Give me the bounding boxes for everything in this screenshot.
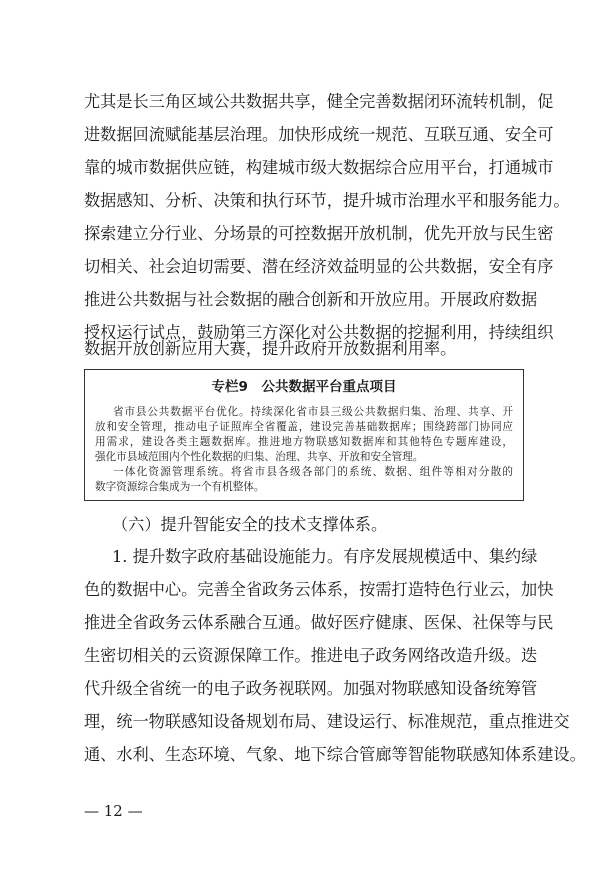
section-heading: （六）提升智能安全的技术支撑体系。: [112, 515, 388, 534]
page-number: — 12 —: [84, 802, 143, 820]
column-box-title: 专栏9 公共数据平台重点项目: [211, 379, 397, 395]
column-box-line: 用需求，建设各类主题数据库。推进地方物联感知数据库和其他特色专题库建设，: [95, 436, 513, 448]
column-box-line: 放和安全管理，推动电子证照库全省覆盖，建设完善基础数据库；围绕跨部门协同应: [95, 421, 513, 433]
column-box-line: 数字资源综合集成为一个有机整体。: [95, 481, 265, 493]
text-line: 推进全省政务云体系融合互通。做好医疗健康、医保、社保等与民: [84, 613, 554, 632]
column-box: [84, 369, 524, 501]
text-line: 色的数据中心。完善全省政务云体系，按需打造特色行业云，加快: [84, 580, 554, 599]
text-line: 授权运行试点，鼓励第三方深化对公共数据的挖掘利用，持续组织: [84, 323, 554, 342]
text-line: 进数据回流赋能基层治理。加快形成统一规范、互联互通、安全可: [84, 125, 554, 144]
text-line: 通、水利、生态环境、气象、地下综合管廊等智能物联感知体系建设。: [84, 745, 586, 764]
text-line: 1. 提升数字政府基础设施能力。有序发展规模适中、集约绿: [112, 547, 538, 566]
text-line: 理，统一物联感知设备规划布局、建设运行、标准规范，重点推进交: [84, 712, 570, 731]
column-box-line: 省市县公共数据平台优化。持续深化省市县三级公共数据归集、治理、共享、开: [113, 406, 513, 418]
text-line: 推进公共数据与社会数据的融合创新和开放应用。开展政府数据: [84, 290, 538, 309]
text-line: 切相关、社会迫切需要、潜在经济效益明显的公共数据，安全有序: [84, 257, 554, 276]
column-box-line: 强化市县域范围内个性化数据的归集、治理、共享、开放和安全管理。: [95, 451, 424, 463]
text-line: 探索建立分行业、分场景的可控数据开放机制，优先开放与民生密: [84, 224, 554, 243]
column-box-line: 一体化资源管理系统。将省市县各级各部门的系统、数据、组件等相对分散的: [113, 466, 513, 478]
text-line: 尤其是长三角区域公共数据共享，健全完善数据闭环流转机制，促: [84, 92, 554, 111]
text-line: 数据开放创新应用大赛，提升政府开放数据利用率。: [84, 339, 457, 358]
text-line: 代升级全省统一的电子政务视联网。加强对物联感知设备统筹管: [84, 679, 538, 698]
text-line: 生密切相关的云资源保障工作。推进电子政务网络改造升级。迭: [84, 646, 538, 665]
text-line: 靠的城市数据供应链，构建城市级大数据综合应用平台，打通城市: [84, 158, 554, 177]
text-line: 数据感知、分析、决策和执行环节，提升城市治理水平和服务能力。: [84, 191, 570, 210]
